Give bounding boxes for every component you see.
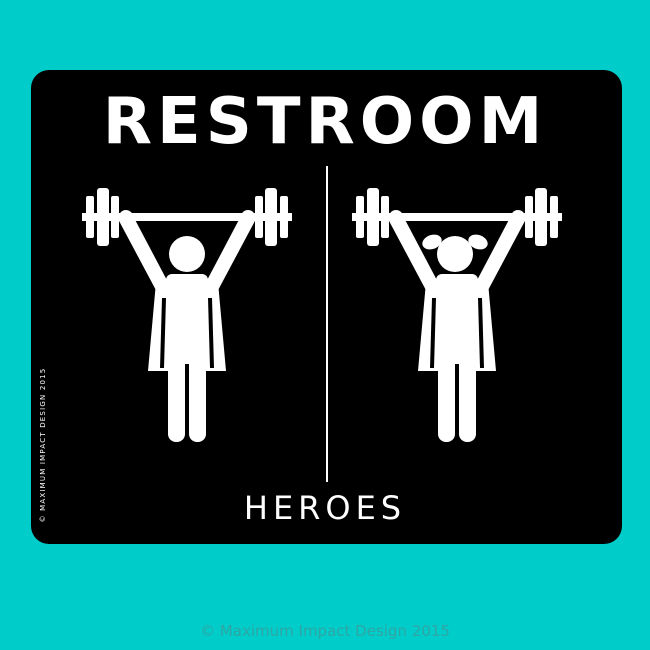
female-weightlifter-hero-icon [352,186,562,446]
sign-divider [326,166,328,482]
side-copyright: © MAXIMUM IMPACT DESIGN 2015 [39,367,47,523]
male-weightlifter-hero-icon [82,186,292,446]
footer-copyright: © Maximum Impact Design 2015 [200,622,450,640]
sign-title: RESTROOM [102,85,548,159]
sign-subtitle: HEROES [243,489,407,527]
